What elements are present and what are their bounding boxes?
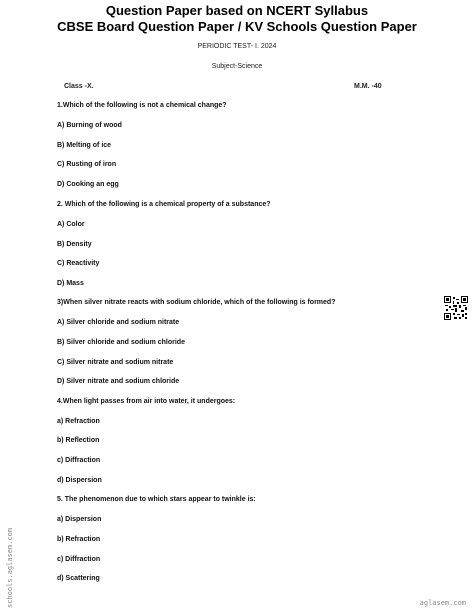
question-2-option-d: D) Mass [57,280,84,287]
footer-watermark: aglasem.com [419,599,466,607]
question-3-option-a: A) Silver chloride and sodium nitrate [57,319,180,326]
question-4: 4.When light passes from air into water, it undergoes: [57,398,236,405]
question-2-option-c: C) Reactivity [57,260,100,267]
side-watermark [2,500,18,610]
question-2-option-b: B) Density [57,241,92,248]
banner-line-2: CBSE Board Question Paper / KV Schools Question Paper [57,19,417,34]
side-watermark-text: schools.aglasem.com [6,527,14,608]
question-4-option-c: c) Diffraction [57,457,101,464]
banner-line-1: Question Paper based on NCERT Syllabus [105,3,369,18]
question-3-option-c: C) Silver nitrate and sodium nitrate [57,359,174,366]
question-3-option-b: B) Silver chloride and sodium chloride [57,339,185,346]
question-4-option-b: b) Reflection [57,437,100,444]
max-marks: M.M. -40 [354,83,382,90]
question-1-option-d: D) Cooking an egg [57,181,119,188]
question-4-option-d: d) Dispersion [57,477,102,484]
question-2-option-a: A) Color [57,221,85,228]
question-5-option-c: c) Diffraction [57,556,101,563]
question-2: 2. Which of the following is a chemical property of a substance? [57,201,271,208]
question-3: 3)When silver nitrate reacts with sodium chloride, which of the following is formed? [57,299,336,306]
qr-code-icon[interactable] [444,296,468,320]
question-1-option-a: A) Burning of wood [57,122,122,129]
question-4-option-a: a) Refraction [57,418,100,425]
question-1-option-c: C) Rusting of iron [57,161,117,168]
question-1: 1.Which of the following is not a chemical change? [57,102,227,109]
question-1-option-b: B) Melting of ice [57,142,112,149]
class-label: Class -X. [64,83,94,90]
question-5-option-a: a) Dispersion [57,516,102,523]
question-3-option-d: D) Silver nitrate and sodium chloride [57,378,180,385]
test-title: PERIODIC TEST- I. 2024 [197,43,277,50]
subject-label: Subject-Science [211,63,263,70]
question-5: 5. The phenomenon due to which stars appear to twinkle is: [57,496,256,503]
question-5-option-b: b) Refraction [57,536,101,543]
question-5-option-d: d) Scattering [57,575,100,582]
